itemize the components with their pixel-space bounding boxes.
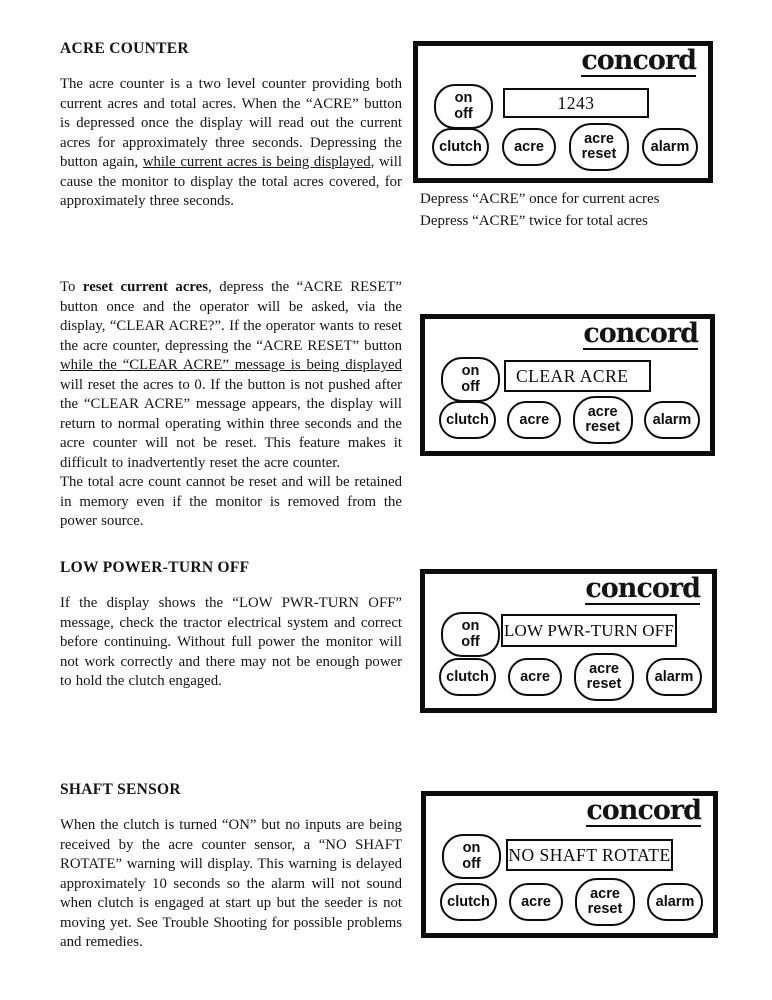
- paragraph-reset-acres-2: The total acre count cannot be reset and will be retained in memory even if the monitor is removed from the power source.: [60, 474, 402, 529]
- button-row: [439, 653, 702, 701]
- on-label: on: [461, 618, 480, 635]
- button-row: [439, 396, 700, 444]
- acre-button: acre: [509, 883, 563, 921]
- acre-reset-label-bottom: reset: [586, 676, 622, 692]
- paragraph-text: , will cause the monitor to display the total acres covered, for approximately three seconds.: [60, 154, 402, 209]
- on-label: on: [454, 90, 473, 107]
- concord-logo: concord: [583, 318, 698, 349]
- monitor-panel-acre-count: [413, 41, 713, 183]
- off-label: off: [454, 105, 473, 122]
- paragraph-text: will reset the acres to 0. If the button is not pushed after the “CLEAR ACRE” message appears, the display will return to normal operating within three seconds and the acre counter will not be reset. This feature makes it difficult to inadvertently reset the acre counter.: [60, 376, 402, 471]
- alarm-button: alarm: [647, 883, 703, 921]
- monitor-panel-no-shaft-rotate: [421, 791, 718, 938]
- acre-reset-label-bottom: reset: [587, 901, 623, 917]
- concord-logo: concord: [581, 45, 696, 76]
- caption-line-1: Depress “ACRE” once for current acres: [420, 191, 660, 207]
- lcd-display: 1243: [503, 88, 649, 118]
- on-label: on: [461, 363, 480, 380]
- acre-button: acre: [507, 401, 561, 439]
- section-heading-shaft-sensor: SHAFT SENSOR: [60, 781, 181, 798]
- alarm-button: alarm: [646, 658, 702, 696]
- acre-reset-label-top: acre: [590, 886, 620, 903]
- off-label: off: [461, 633, 480, 650]
- clutch-button: clutch: [432, 128, 489, 166]
- paragraph-low-power: If the display shows the “LOW PWR-TURN OFF” message, check the tractor electrical system and correct before continuing. Without full power the monitor will not work correctly and there may not be enough power to hold the clutch engaged.: [60, 595, 402, 689]
- off-label: off: [462, 855, 481, 872]
- acre-reset-button: [575, 878, 635, 926]
- alarm-button: alarm: [644, 401, 700, 439]
- paragraph-reset-acres: [60, 278, 402, 532]
- alarm-button: alarm: [642, 128, 698, 166]
- monitor-panel-clear-acre: [420, 314, 715, 456]
- lcd-display: LOW PWR-TURN OFF: [501, 614, 677, 647]
- button-row: [440, 878, 703, 926]
- acre-reset-label-top: acre: [589, 661, 619, 678]
- acre-reset-label-bottom: reset: [585, 419, 620, 435]
- caption-line-2: Depress “ACRE” twice for total acres: [420, 212, 648, 229]
- paragraph-shaft-sensor: When the clutch is turned “ON” but no inputs are being received by the acre counter sensor, a “NO SHAFT ROTATE” warning will display. This warning is delayed approximately 10 seconds so the alarm will not sound when clutch is engaged at start up but the seeder is not moving yet. See Trouble Shooting for possible problems and remedies.: [60, 817, 402, 950]
- clutch-button: clutch: [439, 658, 496, 696]
- acre-reset-label-top: acre: [584, 131, 614, 148]
- paragraph-text: To: [60, 279, 83, 295]
- lcd-display: CLEAR ACRE: [504, 360, 651, 392]
- acre-reset-label-bottom: reset: [581, 146, 617, 162]
- off-label: off: [461, 378, 480, 395]
- clutch-button: clutch: [439, 401, 496, 439]
- underlined-phrase: while the “CLEAR ACRE” message is being displayed: [60, 357, 402, 373]
- clutch-button: clutch: [440, 883, 497, 921]
- paragraph-acre-counter: [60, 75, 402, 212]
- paragraph-text: , depress the “ACRE RESET” button once and the operator will be asked, via the display, “CLEAR ACRE?”. If the operator wants to reset the acre counter, depressing the “ACRE RESET” button: [60, 279, 402, 354]
- paragraph-text: The acre counter is a two level counter providing both current acres and total acres. When the “ACRE” button is depressed once the display will read out the current acres for approximately three seconds. Depressing the button again,: [60, 76, 402, 170]
- acre-reset-button: [573, 396, 633, 444]
- on-label: on: [462, 840, 481, 857]
- concord-logo: concord: [585, 573, 700, 604]
- acre-reset-button: [569, 123, 629, 171]
- underlined-phrase: while current acres is being displayed: [142, 154, 371, 170]
- lcd-display: NO SHAFT ROTATE: [506, 839, 673, 871]
- section-heading-acre-counter: ACRE COUNTER: [60, 40, 189, 57]
- acre-button: acre: [502, 128, 556, 166]
- concord-logo: concord: [586, 795, 701, 826]
- on-off-button: [442, 834, 501, 879]
- button-row: [432, 123, 698, 171]
- monitor-panel-low-power: [420, 569, 717, 713]
- acre-button: acre: [508, 658, 562, 696]
- acre-reset-label-top: acre: [587, 404, 618, 421]
- bold-phrase: reset current acres: [82, 279, 209, 295]
- section-heading-low-power: LOW POWER-TURN OFF: [60, 559, 250, 576]
- acre-reset-button: [574, 653, 634, 701]
- panel-caption: [420, 189, 659, 232]
- on-off-button: [441, 612, 500, 657]
